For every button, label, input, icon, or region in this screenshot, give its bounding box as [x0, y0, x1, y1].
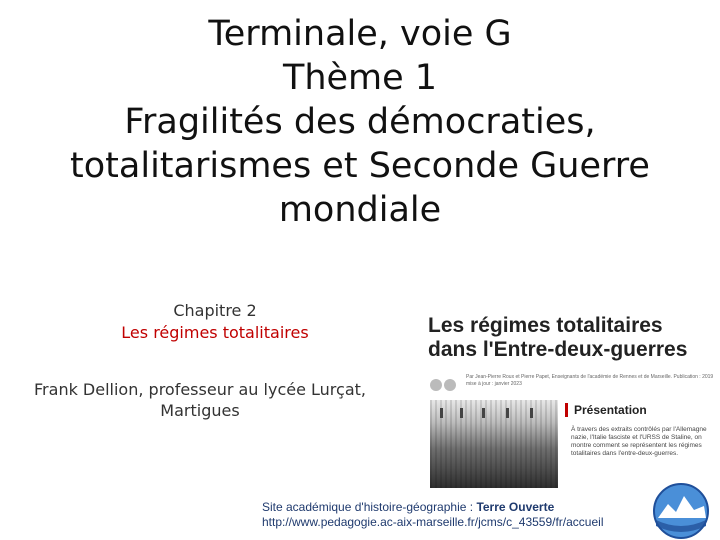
- author-block: [10, 379, 390, 421]
- flag-icon: [506, 408, 509, 418]
- site-name: Terre Ouverte: [476, 500, 555, 514]
- avatar-icon: [444, 379, 456, 391]
- terre-ouverte-logo-icon: [652, 482, 710, 540]
- title-line: mondiale: [278, 190, 442, 230]
- thumbnail-byline: Par Jean-Pierre Roux et Pierre Papet, Enseignants de l'académie de Rennes et de Marseille. Publication : 2019 mise à jour : janvier 2023: [466, 374, 714, 387]
- flag-icon: [460, 408, 463, 418]
- footer: [262, 500, 603, 530]
- title-line: Fragilités des démocraties,: [124, 102, 596, 142]
- section-label: Présentation: [574, 403, 647, 417]
- site-credit: [262, 500, 603, 515]
- article-thumbnail: [422, 308, 720, 488]
- section-text: À travers des extraits contrôlés par l'Allemagne nazie, l'Italie fasciste et l'URSS de Staline, on montre comment se représentent les régimes totalitaires dans l'entre-deux-guerres.: [571, 426, 707, 457]
- flag-icon: [530, 408, 533, 418]
- thumbnail-title-line: Les régimes totalitaires: [428, 314, 663, 337]
- thumbnail-title-line: dans l'Entre-deux-guerres: [428, 338, 688, 361]
- author-avatars: [430, 376, 458, 395]
- site-url[interactable]: http://www.pedagogie.ac-aix-marseille.fr/jcms/c_43559/fr/accueil: [262, 515, 604, 529]
- author-line: Martigues: [160, 401, 240, 420]
- flag-icon: [440, 408, 443, 418]
- rally-photo: [430, 400, 558, 488]
- flag-icon: [482, 408, 485, 418]
- avatar-icon: [430, 379, 442, 391]
- thumbnail-title: [428, 314, 687, 362]
- chapter-number: Chapitre 2: [173, 301, 257, 320]
- chapter-name: Les régimes totalitaires: [121, 323, 309, 342]
- site-prefix: Site académique d'histoire-géographie :: [262, 500, 477, 514]
- chapter-block: [60, 300, 370, 344]
- title-line: Thème 1: [282, 58, 438, 98]
- title-line: totalitarismes et Seconde Guerre: [70, 146, 650, 186]
- author-line: Frank Dellion, professeur au lycée Lurçat,: [34, 380, 366, 399]
- section-marker: [565, 403, 568, 417]
- slide-title: [20, 12, 700, 232]
- title-line: Terminale, voie G: [208, 14, 512, 54]
